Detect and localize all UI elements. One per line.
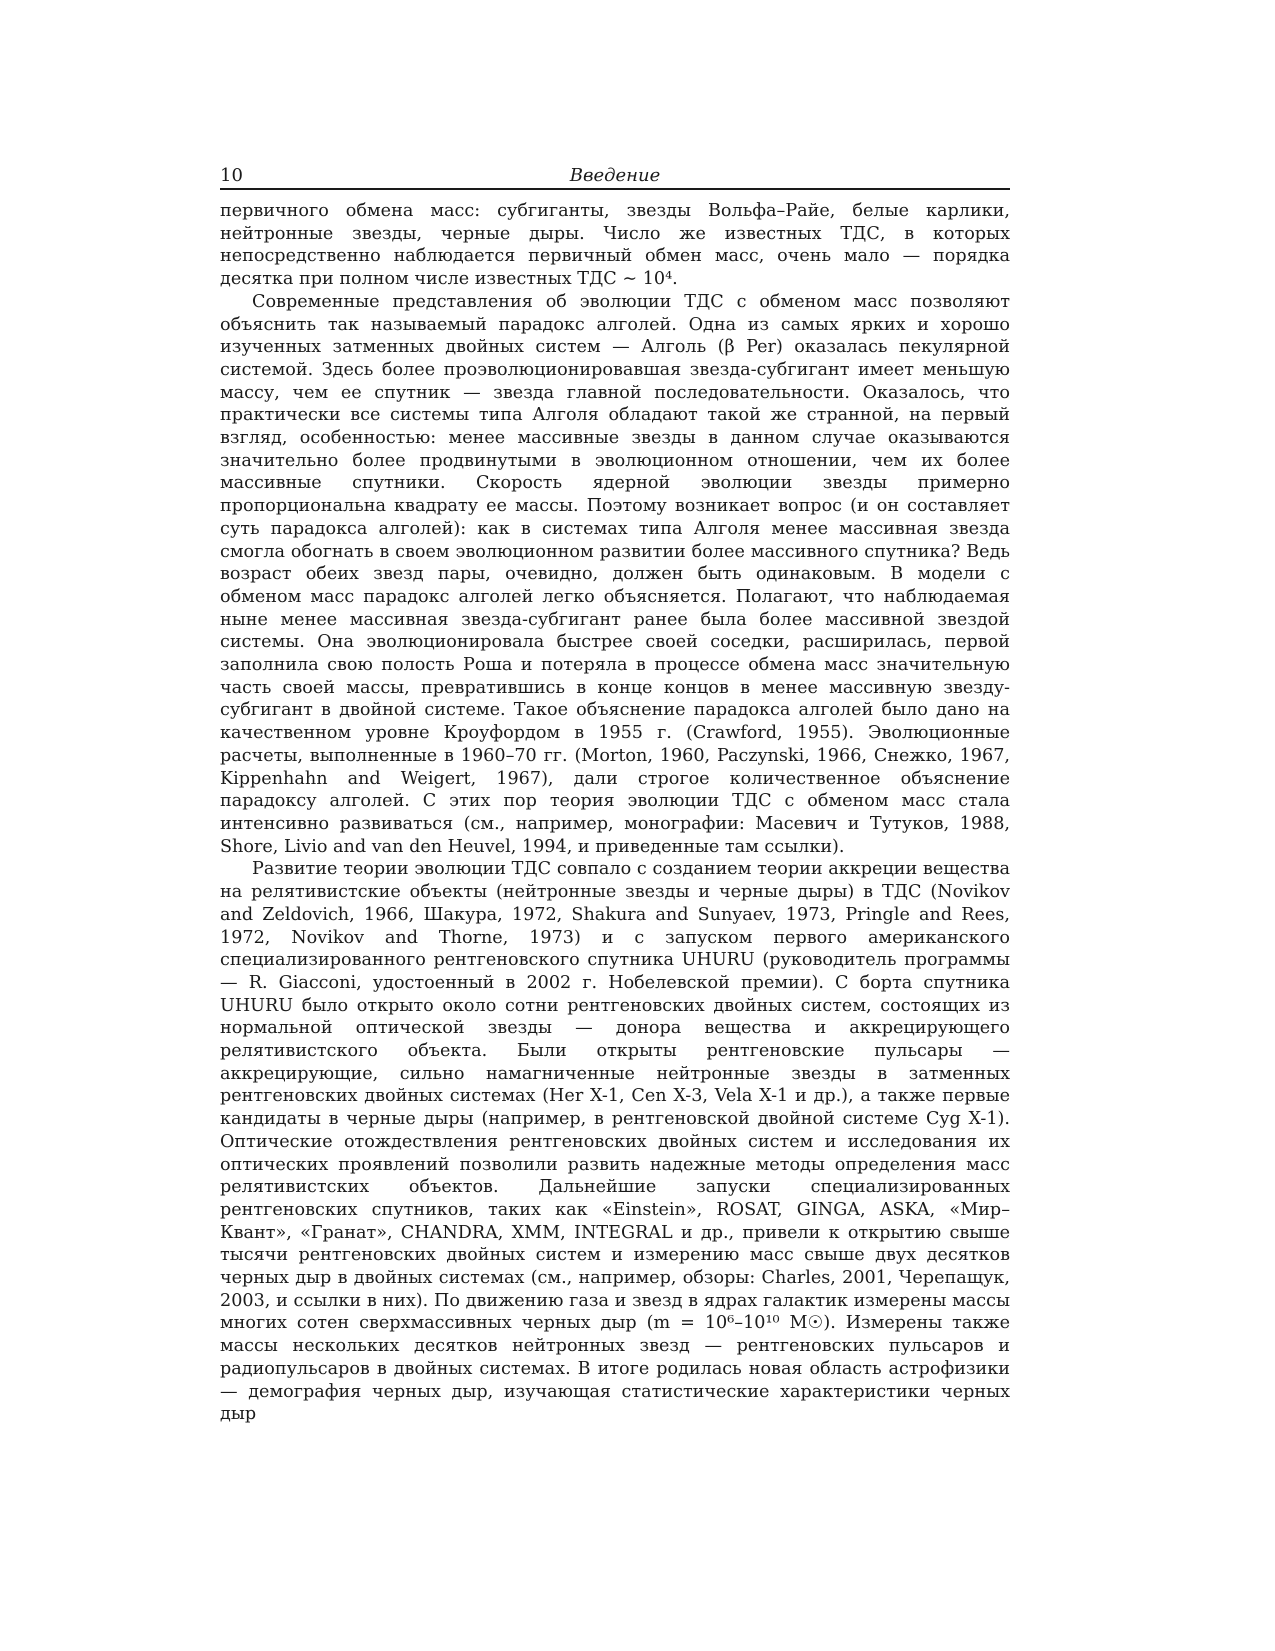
page-number: 10 [220,165,243,186]
paragraph: Современные представления об эволюции ТДС с обменом масс позволяют объяснить так называемый парадокс алголей. Одна из самых ярких и хорошо изученных затменных двойных систем — Алголь (β Per) оказалась пекулярной системой. Здесь более проэволюционировавшая звезда-субгигант имеет меньшую массу, чем ее спутник — звезда главной последовательности. Оказалось, что практически все системы типа Алголя обладают такой же странной, на первый взгляд, особенностью: менее массивные звезды в данном случае оказываются значительно более продвинутыми в эволюционном отношении, чем их более массивные спутники. Скорость ядерной эволюции звезды примерно пропорциональна квадрату ее массы. Поэтому возникает вопрос (и он составляет суть парадокса алголей): как в системах типа Алголя менее массивная звезда смогла обогнать в своем эволюционном развитии более массивного спутника? Ведь возраст обеих звезд пары, очевидно, должен быть одинаковым. В модели с обменом масс парадокс алголей легко объясняется. Полагают, что наблюдаемая ныне менее массивная звезда-субгигант ранее была более массивной звездой системы. Она эволюционировала быстрее своей соседки, расширилась, первой заполнила свою полость Роша и потеряла в процессе обмена масс значительную часть своей массы, превратившись в конце концов в менее массивную звезду-субгигант в двойной системе. Такое объяснение парадокса алголей было дано на качественном уровне Кроуфордом в 1955 г. (Crawford, 1955). Эволюционные расчеты, выполненные в 1960–70 гг. (Morton, 1960, Paczynski, 1966, Снежко, 1967, Kippenhahn and Weigert, 1967), дали строгое количественное объяснение парадоксу алголей. С этих пор теория эволюции ТДС с обменом масс стала интенсивно развиваться (см., например, монографии: Масевич и Тутуков, 1988, Shore, Livio and van den Heuvel, 1994, и приведенные там ссылки). [220,291,1010,857]
body-text [220,200,1010,1426]
paragraph: Развитие теории эволюции ТДС совпало с созданием теории аккреции вещества на релятивистские объекты (нейтронные звезды и черные дыры) в ТДС (Novikov and Zeldovich, 1966, Шакура, 1972, Shakura and Sunyaev, 1973, Pringle and Rees, 1972, Novikov and Thorne, 1973) и с запуском первого американского специализированного рентгеновского спутника UHURU (руководитель программы — R. Giacconi, удостоенный в 2002 г. Нобелевской премии). С борта спутника UHURU было открыто около сотни рентгеновских двойных систем, состоящих из нормальной оптической звезды — донора вещества и аккрецирующего релятивистского объекта. Были открыты рентгеновские пульсары — аккрецирующие, сильно намагниченные нейтронные звезды в затменных рентгеновских двойных системах (Her X-1, Cen X-3, Vela X-1 и др.), а также первые кандидаты в черные дыры (например, в рентгеновской двойной системе Cyg X-1). Оптические отождествления рентгеновских двойных систем и исследования их оптических проявлений позволили развить надежные методы определения масс релятивистских объектов. Дальнейшие запуски специализированных рентгеновских спутников, таких как «Einstein», ROSAT, GINGA, ASKA, «Мир–Квант», «Гранат», CHANDRA, XMM, INTEGRAL и др., привели к открытию свыше тысячи рентгеновских двойных систем и измерению масс свыше двух десятков черных дыр в двойных системах (см., например, обзоры: Charles, 2001, Черепащук, 2003, и ссылки в них). По движению газа и звезд в ядрах галактик измерены массы многих сотен сверхмассивных черных дыр (m = 10⁶–10¹⁰ M☉). Измерены также массы нескольких десятков нейтронных звезд — рентгеновских пульсаров и радиопульсаров в двойных системах. В итоге родилась новая область астрофизики — демография черных дыр, изучающая статистические характеристики черных дыр [220,859,1010,1425]
document-page [220,164,1010,1426]
paragraph: первичного обмена масс: субгиганты, звезды Вольфа–Райе, белые карлики, нейтронные звезды, черные дыры. Число же известных ТДС, в которых непосредственно наблюдается первичный обмен масс, очень мало — порядка десятка при полном числе известных ТДС ∼ 10⁴. [220,201,1010,290]
running-header [220,164,1010,190]
chapter-title: Введение [569,165,661,186]
